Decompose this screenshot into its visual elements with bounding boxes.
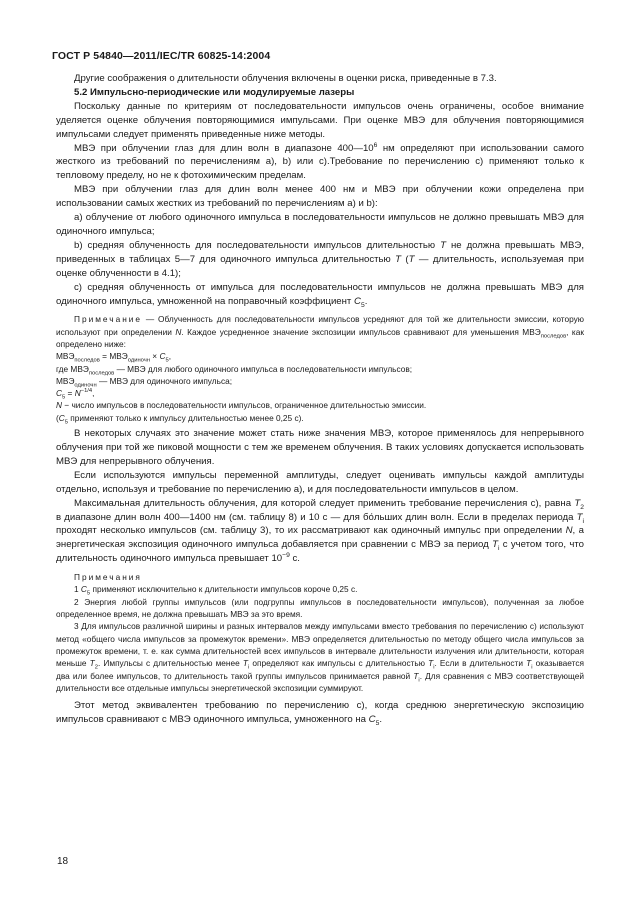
paragraph: В некоторых случаях это значение может стать ниже значения МВЭ, которое применялось для непрерывного облучения при той же пиковой мощности с тем же временем облучения. В таких условиях допускается использовать МВЭ для непрерывного облучения.: [56, 428, 584, 467]
page-body: [56, 72, 584, 727]
page-number: 18: [57, 856, 69, 867]
formula-where: N − число импульсов в последовательности импульсов, ограниченное длительностью эмиссии.: [56, 400, 427, 411]
paragraph: Максимальная длительность облучения, для которой следует применить требование перечисления c), равна $T_2$ в диапазоне длин волн 400—1400 нм (см. таблицу 8) и 10 с — для бо́льших длин волн. Если в пределах периода $T_i$ проходят несколько импульсов (см. таблицу 3), то их рассматривают как одиночный импульс при определении N, а энергетическая экспозиция одиночного импульса добавляется при сравнении с МВЭ за период $T_i$ с учетом того, что длительность одиночного импульса превышает $10^{-9}$ с.: [56, 497, 584, 565]
note-item: 1 $C_5$ применяют исключительно к длительности импульсов короче 0,25 с.: [74, 584, 358, 598]
formula-c5: $C_5 = N^{-1/4}$,: [56, 388, 95, 401]
notes-heading: Примечания: [74, 572, 142, 583]
paragraph: МВЭ при облучении глаз для длин волн в диапазоне $400—10^6$ нм определяют при использовании самого жесткого из требований по перечислениям a), b) или c).Требование по перечислению c) применяют только к тепловому пределу, но не к фотохимическим пределам.: [56, 141, 584, 182]
note-item: 2 Энергия любой группы импульсов (или подгруппы импульсов в последовательности импульсов), полученная за любое определенное время, не должна превышать МВЭ за это время.: [56, 596, 584, 620]
paragraph: Этот метод эквивалентен требованию по перечислению c), когда среднюю энергетическую экспозицию импульсов сравнивают с МВЭ одиночного импульса, умноженного на $C_5$.: [56, 700, 584, 727]
notes-block: [56, 571, 584, 694]
note-text: Примечание — Облученность для последовательности импульсов усредняют для той же длительности эмиссии, которую используют при определении N. Каждое усредненное значение экспозиции импульсов сравнивают для уменьшения $МВЭ_{последов}$, как определено ниже:: [56, 314, 584, 349]
formula-where: ($C_5$ применяют только к импульсу длительностью менее 0,25 с).: [56, 412, 304, 426]
formula-where: где $МВЭ_{последов}$ — МВЭ для любого одиночного импульса в последовательности импульсов;: [56, 363, 413, 377]
section-heading: 5.2 Импульсно-периодические или модулируемые лазеры: [74, 86, 355, 98]
list-item-b: b) средняя облученность для последовательности импульсов длительностью T не должна превышать МВЭ, приведенных в таблицах 5—7 для одиночного импульса длительностью T (T — длительность, используемая при оценке облученности в 4.1);: [56, 239, 584, 279]
note-item: 3 Для импульсов различной ширины и разных интервалов между импульсами вместо требования по перечислению c) используют метод «общего числа импульсов за промежуток времени». МВЭ определяется длительностью по методу общего числа импульсов за промежуток времени, т. е. как сумма длительностей всех импульсов в интервале длительности излучения или длительности, которая меньше $T_2$. Импульсы с длительностью менее $T_i$ определяют как импульсы с длительностью $T_i$. Если в длительности $T_i$ оказывается два или более импульсов, то длительность такой группы импульсов принимается равной $T_i$. Для сравнения с МВЭ соответствующей длительности все отдельные импульсы энергетической экспозиции суммируют.: [56, 621, 584, 693]
formula-where: $МВЭ_{одиночн}$ — МВЭ для одиночного импульса;: [56, 375, 233, 389]
formula: $МВЭ_{последов} = МВЭ_{одиночн} \times C_5$,: [56, 351, 171, 364]
page-header: ГОСТ Р 54840—2011/IEC/TR 60825-14:2004: [52, 50, 271, 62]
list-item-c: c) средняя облученность от импульса для последовательности импульсов не должна превышать МВЭ для одиночного импульса, умноженной на поправочный коэффициент $C_5$.: [56, 281, 584, 309]
paragraph: Поскольку данные по критериям от последовательности импульсов очень ограничены, особое внимание уделяется оценке облучения повторяющимися импульсами. При оценке МВЭ для облучения повторяющимися импульсами следует применять приведенные ниже методы.: [56, 100, 584, 140]
list-item-a: a) облучение от любого одиночного импульса в последовательности импульсов не должно превышать МВЭ для одиночного импульса;: [56, 212, 584, 237]
paragraph: Другие соображения о длительности облучения включены в оценки риска, приведенные в 7.3.: [74, 73, 497, 84]
paragraph: МВЭ при облучении глаз для длин волн менее 400 нм и МВЭ при облучении кожи определена при использовании самых жестких из требований по перечислениям a) и b):: [56, 184, 584, 210]
paragraph: Если используются импульсы переменной амплитуды, следует оценивать импульсы каждой амплитуды отдельно, используя и требование по перечислению a), и для последовательности импульсов в целом.: [56, 469, 584, 495]
note-block: [56, 313, 584, 424]
